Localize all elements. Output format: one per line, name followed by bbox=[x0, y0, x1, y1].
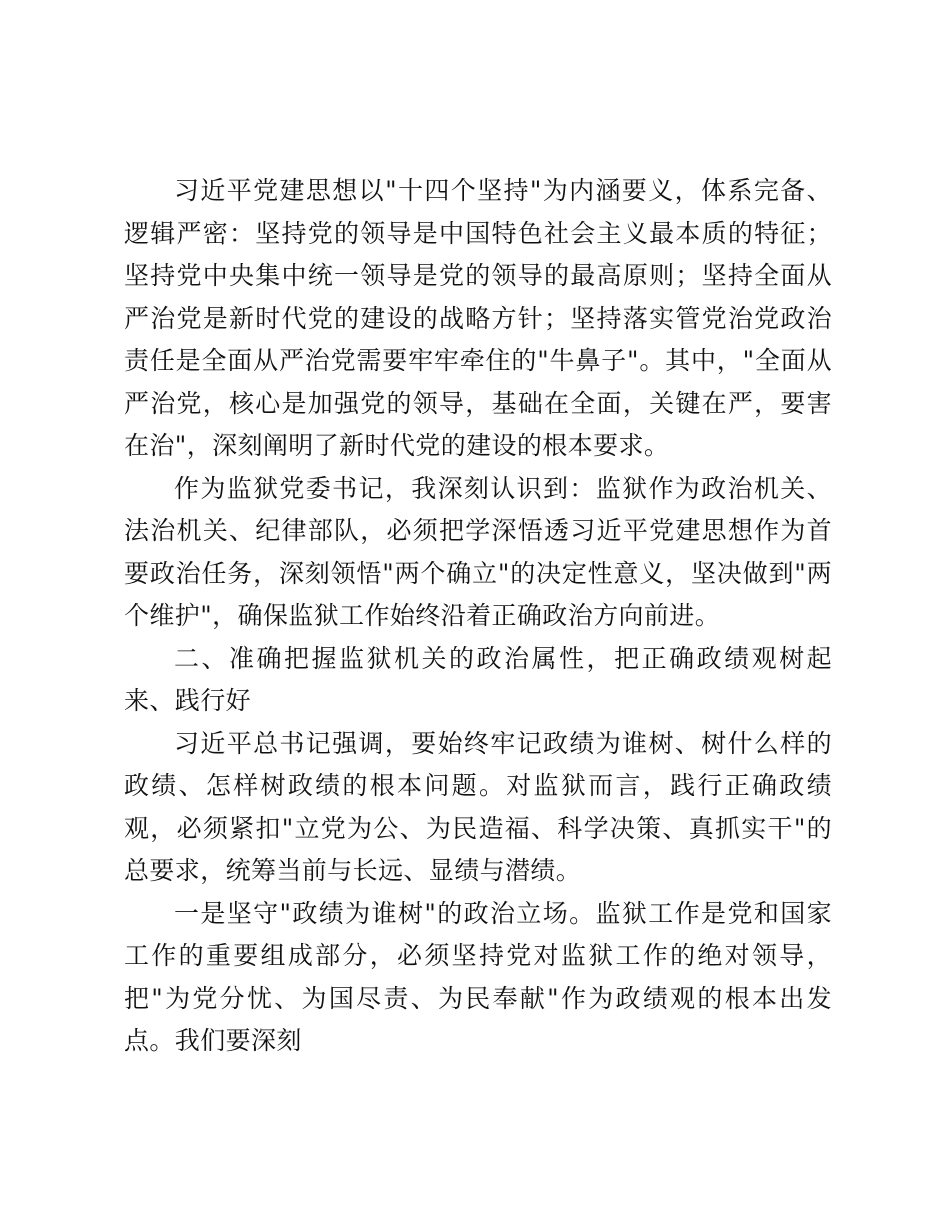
section-heading-political-attributes: 二、准确把握监狱机关的政治属性，把正确政绩观树起来、践行好 bbox=[124, 643, 832, 715]
paragraph-correct-performance-view: 习近平总书记强调，要始终牢记政绩为谁树、树什么样的政绩、怎样树政绩的根本问题。对监狱而言，践行正确政绩观，必须紧扣"立党为公、为民造福、科学决策、真抓实干"的总要求，统筹当前与长远、显绩与潜绩。 bbox=[124, 728, 832, 885]
document-body bbox=[124, 170, 832, 1063]
paragraph-political-stance: 一是坚守"政绩为谁树"的政治立场。监狱工作是党和国家工作的重要组成部分，必须坚持党对监狱工作的绝对领导，把"为党分忧、为国尽责、为民奉献"作为政绩观的根本出发点。我们要深刻 bbox=[124, 898, 832, 1055]
paragraph-party-building-thought: 习近平党建思想以"十四个坚持"为内涵要义，体系完备、逻辑严密：坚持党的领导是中国特色社会主义最本质的特征；坚持党中央集中统一领导是党的领导的最高原则；坚持全面从严治党是新时代党的建设的战略方针；坚持落实管党治党政治责任是全面从严治党需要牢牢牵住的"牛鼻子"。其中，"全面从严治党，核心是加强党的领导，基础在全面，关键在严，要害在治"，深刻阐明了新时代党的建设的根本要求。 bbox=[124, 176, 832, 460]
paragraph-prison-party-secretary: 作为监狱党委书记，我深刻认识到：监狱作为政治机关、法治机关、纪律部队，必须把学深悟透习近平党建思想作为首要政治任务，深刻领悟"两个确立"的决定性意义，坚决做到"两个维护"，确保监狱工作始终沿着正确政治方向前进。 bbox=[124, 473, 832, 630]
